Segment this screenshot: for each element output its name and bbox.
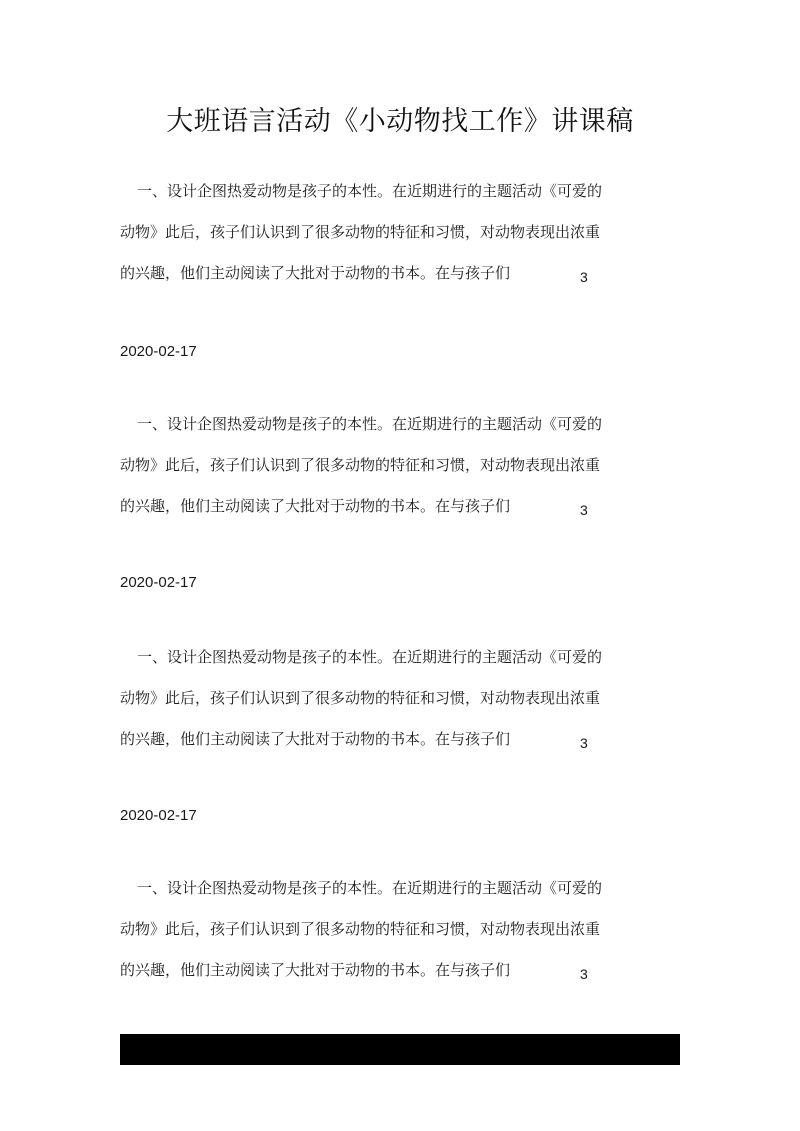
paragraph-line: 动物》此后，孩子们认识到了很多动物的特征和习惯，对动物表现出浓重 xyxy=(120,456,601,474)
paragraph-line: 的兴趣，他们主动阅读了大批对于动物的书本。在与孩子们 xyxy=(120,497,511,515)
paragraph-line: 一、设计企图热爱动物是孩子的本性。在近期进行的主题活动《可爱的 xyxy=(137,879,603,897)
page-title: 大班语言活动《小动物找工作》讲课稿 xyxy=(166,106,634,137)
paragraph-line: 的兴趣，他们主动阅读了大批对于动物的书本。在与孩子们 xyxy=(120,264,511,282)
paragraph-line: 一、设计企图热爱动物是孩子的本性。在近期进行的主题活动《可爱的 xyxy=(137,182,603,200)
date-stamp: 2020-02-17 xyxy=(120,574,197,591)
date-stamp: 2020-02-17 xyxy=(120,807,197,824)
paragraph-line: 动物》此后，孩子们认识到了很多动物的特征和习惯，对动物表现出浓重 xyxy=(120,920,601,938)
page-number: 3 xyxy=(580,269,588,285)
paragraph-line: 动物》此后，孩子们认识到了很多动物的特征和习惯，对动物表现出浓重 xyxy=(120,223,601,241)
page-number: 3 xyxy=(580,735,588,751)
page-number: 3 xyxy=(580,966,588,982)
redaction-bar xyxy=(120,1034,680,1065)
paragraph-line: 一、设计企图热爱动物是孩子的本性。在近期进行的主题活动《可爱的 xyxy=(137,648,603,666)
date-stamp: 2020-02-17 xyxy=(120,343,197,360)
paragraph-line: 动物》此后，孩子们认识到了很多动物的特征和习惯，对动物表现出浓重 xyxy=(120,689,601,707)
paragraph-line: 的兴趣，他们主动阅读了大批对于动物的书本。在与孩子们 xyxy=(120,961,511,979)
page-number: 3 xyxy=(580,502,588,518)
paragraph-line: 一、设计企图热爱动物是孩子的本性。在近期进行的主题活动《可爱的 xyxy=(137,415,603,433)
paragraph-line: 的兴趣，他们主动阅读了大批对于动物的书本。在与孩子们 xyxy=(120,730,511,748)
